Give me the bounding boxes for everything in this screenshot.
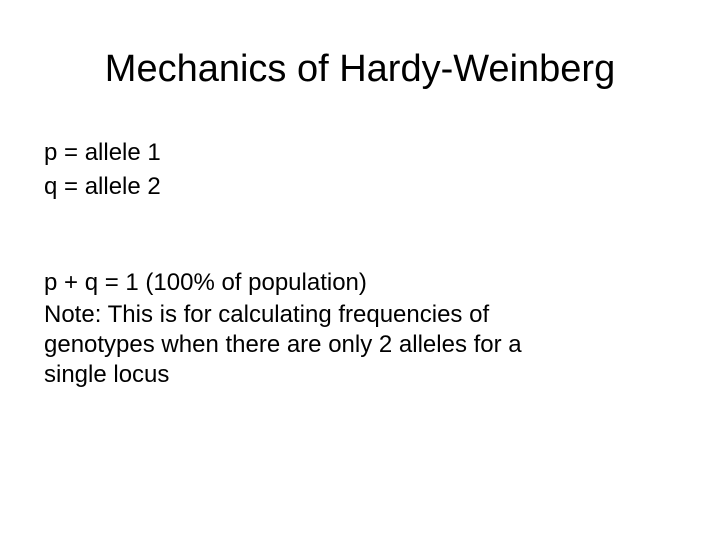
note-line: single locus (44, 361, 170, 388)
slide-body (44, 136, 664, 390)
note-line: Note: This is for calculating frequencies of (44, 301, 490, 328)
note-line: genotypes when there are only 2 alleles for a (44, 331, 522, 358)
equation-text: p + q = 1 (100% of population) (44, 269, 367, 296)
definition-p: p = allele 1 (44, 139, 161, 166)
slide-title: Mechanics of Hardy-Weinberg (104, 48, 616, 90)
note-text (44, 300, 644, 390)
definition-q: q = allele 2 (44, 173, 161, 200)
